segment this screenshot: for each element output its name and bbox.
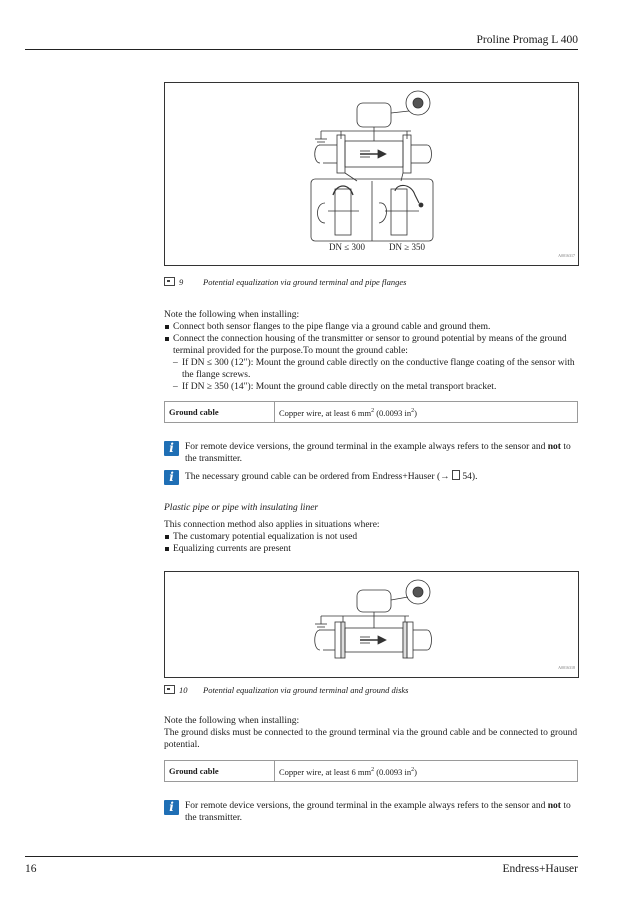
ground-cable-table bbox=[164, 760, 578, 782]
figure-icon bbox=[164, 277, 175, 286]
info-icon: i bbox=[164, 800, 179, 815]
note-text: For remote device versions, the ground terminal in the example always refers to the sensor and not to the transmitter. bbox=[185, 801, 571, 823]
info-icon: i bbox=[164, 470, 179, 485]
figure-number: 10 bbox=[179, 685, 188, 695]
info-icon: i bbox=[164, 441, 179, 456]
info-note bbox=[164, 800, 584, 824]
list-subitem: – If DN ≥ 350 (14"): Mount the ground cable directly on the metal transport bracket. bbox=[164, 381, 580, 393]
installation-conditions bbox=[164, 519, 584, 555]
list-item: Connect the connection housing of the transmitter or sensor to ground potential by means of the ground terminal provided for the purpose.To mount the ground cable: bbox=[164, 333, 580, 357]
page-number: 16 bbox=[25, 863, 37, 875]
figure-9-frame bbox=[164, 82, 579, 266]
intro-text: Note the following when installing: bbox=[164, 716, 300, 726]
intro-text: Note the following when installing: bbox=[164, 310, 300, 320]
footer-rule bbox=[25, 856, 578, 857]
header-rule bbox=[25, 49, 578, 50]
footer-brand: Endress+Hauser bbox=[502, 863, 578, 875]
section-heading: Plastic pipe or pipe with insulating liner bbox=[164, 503, 319, 513]
label-dn-350: DN ≥ 350 bbox=[389, 242, 425, 252]
table-row bbox=[165, 761, 578, 782]
intro-text: This connection method also applies in situations where: bbox=[164, 520, 380, 530]
ground-cable-table bbox=[164, 401, 578, 423]
list-item: The customary potential equalization is not used bbox=[164, 531, 584, 543]
label-dn-300: DN ≤ 300 bbox=[329, 242, 365, 252]
info-note bbox=[164, 441, 584, 465]
note-text: The necessary ground cable can be ordered from Endress+Hauser (→ 54). bbox=[185, 472, 478, 482]
header-title: Proline Promag L 400 bbox=[476, 34, 578, 46]
figure-10-frame bbox=[164, 571, 579, 678]
table-value: Copper wire, at least 6 $mm^2$ (0.0093 $in^2$) bbox=[275, 761, 578, 782]
table-value: Copper wire, at least 6 $mm^2$ (0.0093 $in^2$) bbox=[275, 402, 578, 423]
caption-text: Potential equalization via ground terminal and pipe flanges bbox=[203, 277, 407, 287]
figure-id: A0016317 bbox=[558, 253, 575, 258]
table-key: Ground cable bbox=[165, 761, 275, 782]
page-ref-icon bbox=[452, 470, 460, 480]
figure-10-caption bbox=[164, 684, 409, 696]
caption-text: Potential equalization via ground terminal and ground disks bbox=[203, 685, 409, 695]
body-text: The ground disks must be connected to the ground terminal via the ground cable and be connected to ground potential. bbox=[164, 728, 578, 750]
list-item: Equalizing currents are present bbox=[164, 543, 584, 555]
table-key: Ground cable bbox=[165, 402, 275, 423]
installation-notes-2 bbox=[164, 715, 580, 751]
installation-notes-1 bbox=[164, 309, 580, 393]
list-subitem: – If DN ≤ 300 (12"): Mount the ground cable directly on the conductive flange coating of the sensor with the flange screws. bbox=[164, 357, 580, 381]
figure-icon bbox=[164, 685, 175, 694]
table-row bbox=[165, 402, 578, 423]
ground-disk-diagram bbox=[165, 572, 578, 677]
flowmeter-grounding-diagram bbox=[165, 83, 578, 265]
list-item: Connect both sensor flanges to the pipe flange via a ground cable and ground them. bbox=[164, 321, 580, 333]
figure-number: 9 bbox=[179, 277, 184, 287]
figure-9-caption bbox=[164, 276, 406, 288]
figure-id: A0016318 bbox=[558, 665, 575, 670]
info-note bbox=[164, 470, 584, 483]
note-text: For remote device versions, the ground terminal in the example always refers to the sensor and not to the transmitter. bbox=[185, 442, 571, 464]
